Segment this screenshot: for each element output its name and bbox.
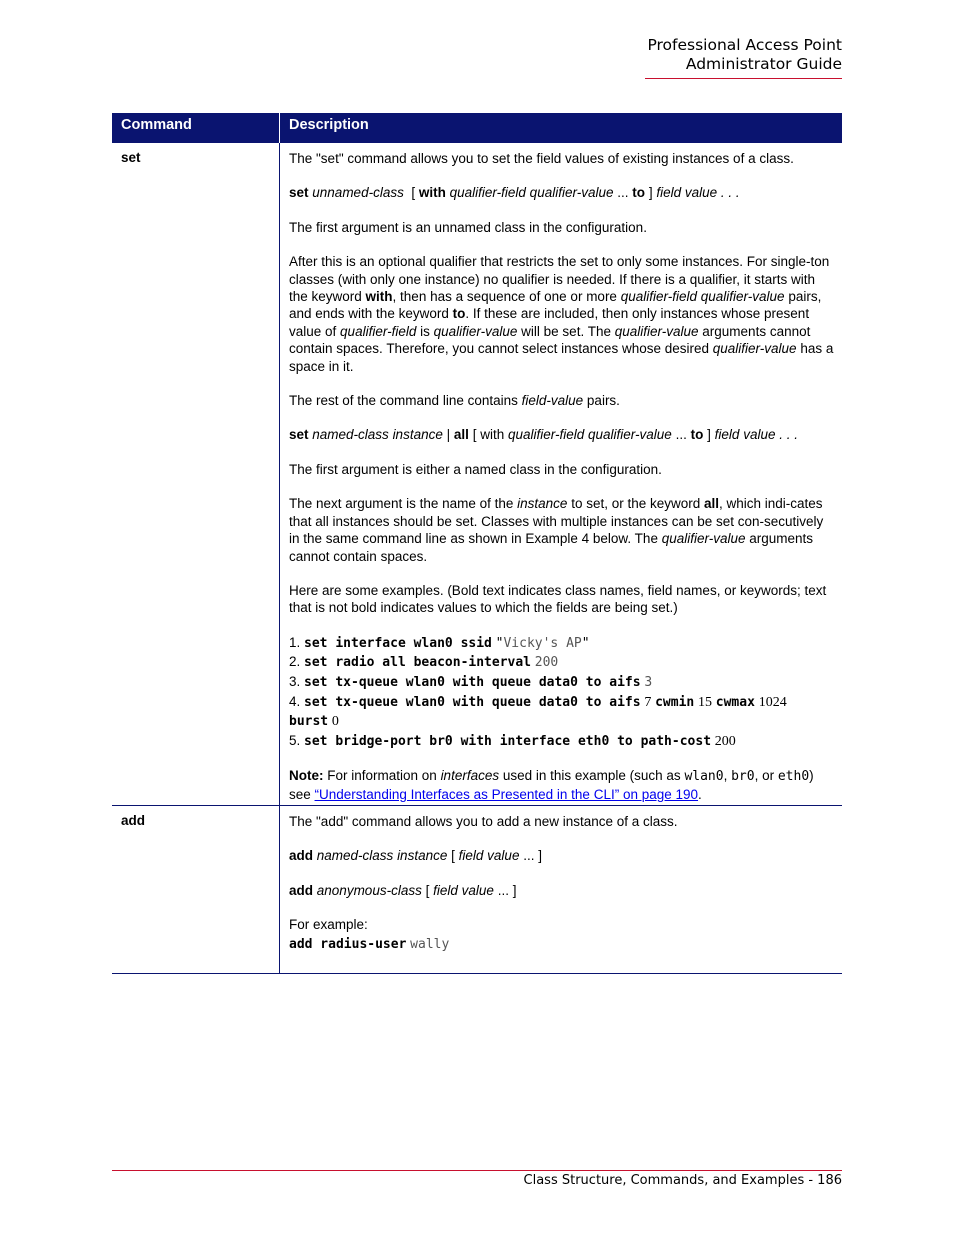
set-note: Note: For information on interfaces used in this example (such as wlan0, br0, or eth0) see “Understanding Interfaces as Presented in the CLI” on page 190. (289, 768, 814, 802)
footer-rule (112, 1170, 842, 1171)
page-footer: Class Structure, Commands, and Examples - 186 (523, 1173, 842, 1188)
header-rule (645, 78, 842, 79)
set-syntax-named: set named-class instance | all [ with qualifier-field qualifier-value ... to ] field value . . . (289, 427, 798, 443)
column-header-description: Description (289, 117, 369, 133)
command-description (280, 806, 842, 973)
command-name: add (112, 806, 280, 973)
column-header-command: Command (112, 113, 280, 143)
add-example-command: add radius-user wally (289, 936, 450, 952)
set-syntax-unnamed: set unnamed-class [ with qualifier-field qualifier-value ... to ] field value . . . (289, 185, 740, 201)
add-syntax-anonymous: add anonymous-class [ field value ... ] (289, 882, 517, 898)
header-subtitle: Administrator Guide (685, 55, 842, 73)
list-item: 4. set tx-queue wlan0 with queue data0 to aifs 7 cwmin 15 cwmax 1024 (289, 693, 787, 710)
list-item: 2. set radio all beacon-interval 200 (289, 654, 559, 671)
set-paragraph-first-argument: The first argument is an unnamed class in the configuration. (289, 219, 647, 235)
list-item: 1. set interface wlan0 ssid "Vicky's AP" (289, 634, 590, 651)
command-name: set (112, 143, 280, 805)
add-example-label: For example: (289, 917, 368, 933)
set-intro: The "set" command allows you to set the field values of existing instances of a class. (289, 151, 794, 166)
set-paragraph-named-class: The first argument is either a named class in the configuration. (289, 461, 662, 477)
table-row-add (112, 806, 842, 974)
set-paragraph-instance: The next argument is the name of the instance to set, or the keyword all, which indi-cates that all instances should be set. Classes with multiple instances can be set con-secutively in the same command line as shown in Example 4 below. The qualifier-value arguments cannot contain spaces. (289, 496, 824, 564)
table-header (112, 113, 842, 143)
header-title: Professional Access Point (647, 36, 842, 54)
command-description (280, 143, 842, 805)
list-item: 3. set tx-queue wlan0 with queue data0 to aifs 3 (289, 673, 653, 690)
set-paragraph-examples-intro: Here are some examples. (Bold text indicates class names, field names, or keywords; text that is not bold indicates values to which the fields are being set.) (289, 582, 827, 616)
list-item-continuation: burst 0 (289, 714, 339, 730)
list-item: 5. set bridge-port br0 with interface eth0 to path-cost 200 (289, 732, 736, 749)
add-syntax-named: add named-class instance [ field value ... ] (289, 848, 542, 864)
set-paragraph-qualifier: After this is an optional qualifier that restricts the set to only some instances. For single-ton classes (with only one instance) no qualifier is needed. If there is a qualifier, it starts with the keyword with, then has a sequence of one or more qualifier-field qualifier-value pairs, and ends with the keyword to. If these are included, then only instances whose present value of qualifier-field is qualifier-value will be set. The qualifier-value arguments cannot contain spaces. Therefore, you cannot select instances whose desired qualifier-value has a space in it. (289, 254, 834, 374)
add-intro: The "add" command allows you to add a new instance of a class. (289, 814, 678, 829)
command-table (112, 113, 842, 974)
table-row-set (112, 143, 842, 806)
running-header (647, 36, 842, 74)
interfaces-cross-reference-link[interactable]: “Understanding Interfaces as Presented in the CLI” on page 190 (314, 786, 699, 802)
set-examples-list (289, 634, 834, 752)
set-paragraph-field-value: The rest of the command line contains field-value pairs. (289, 393, 620, 409)
